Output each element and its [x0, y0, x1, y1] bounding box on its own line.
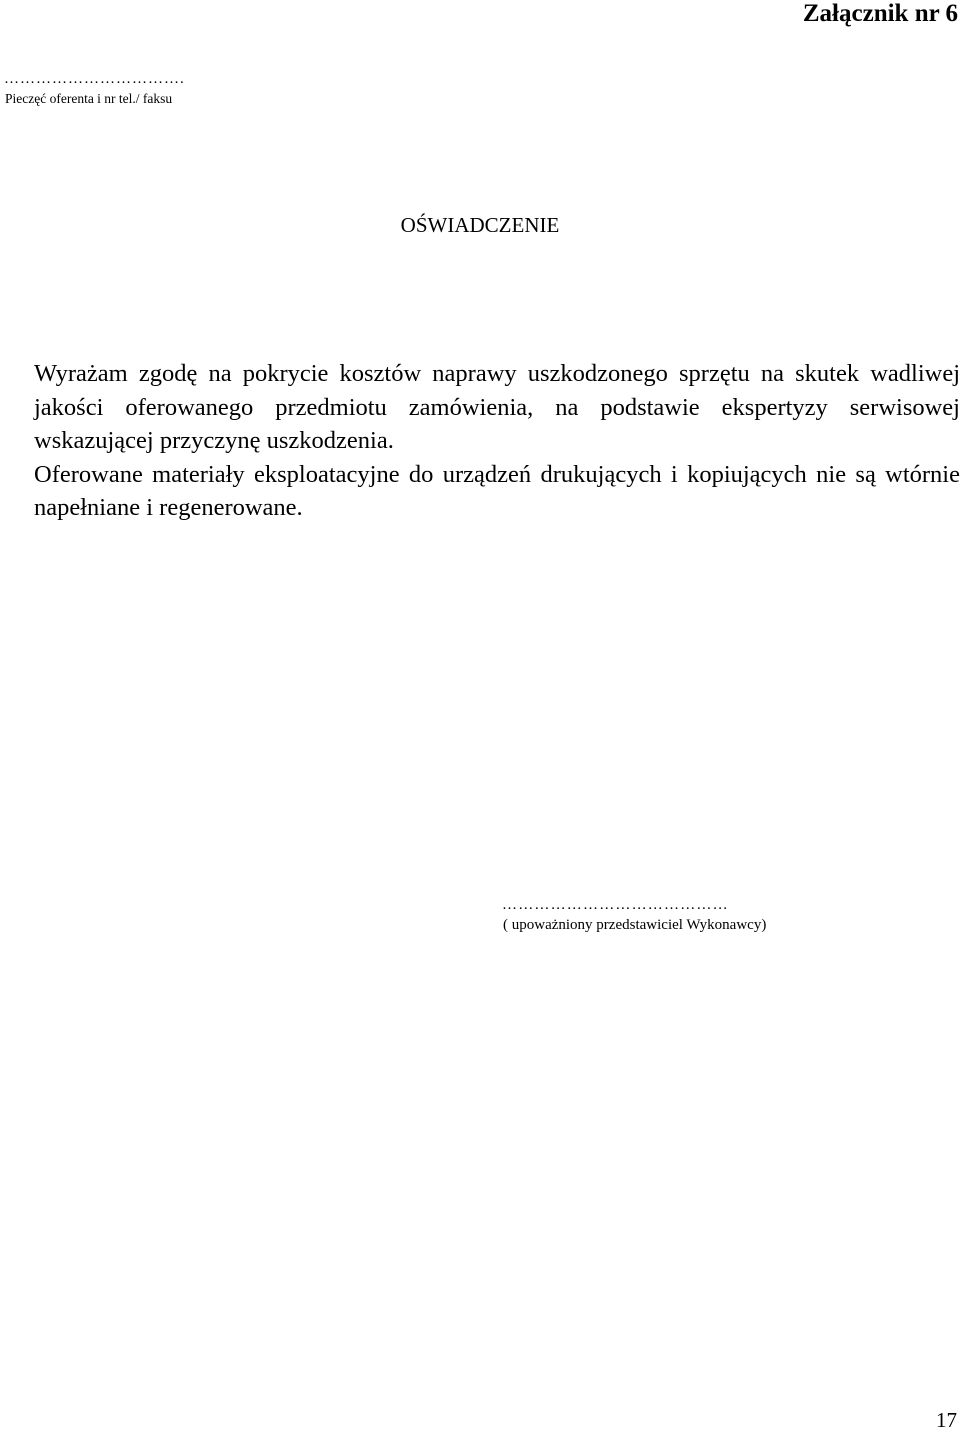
statement-body: [34, 357, 960, 525]
stamp-dotted-line: …………………………….: [4, 71, 185, 87]
signature-dotted-line: ……………………………………: [502, 897, 729, 913]
statement-paragraph-consent: Wyrażam zgodę na pokrycie kosztów naprawy uszkodzonego sprzętu na skutek wadliwej jakości oferowanego przedmiotu zamówienia, na podstawie ekspertyzy serwisowej wskazującej przyczynę uszkodzenia.: [34, 360, 960, 454]
page-number: 17: [936, 1408, 957, 1432]
signature-caption: ( upoważniony przedstawiciel Wykonawcy): [503, 917, 767, 933]
stamp-caption: Pieczęć oferenta i nr tel./ faksu: [5, 91, 173, 106]
document-title: OŚWIADCZENIE: [400, 213, 560, 237]
annex-label: Załącznik nr 6: [802, 0, 958, 27]
statement-paragraph-materials: Oferowane materiały eksploatacyjne do urządzeń drukujących i kopiujących nie są wtórnie napełniane i regenerowane.: [34, 460, 960, 521]
